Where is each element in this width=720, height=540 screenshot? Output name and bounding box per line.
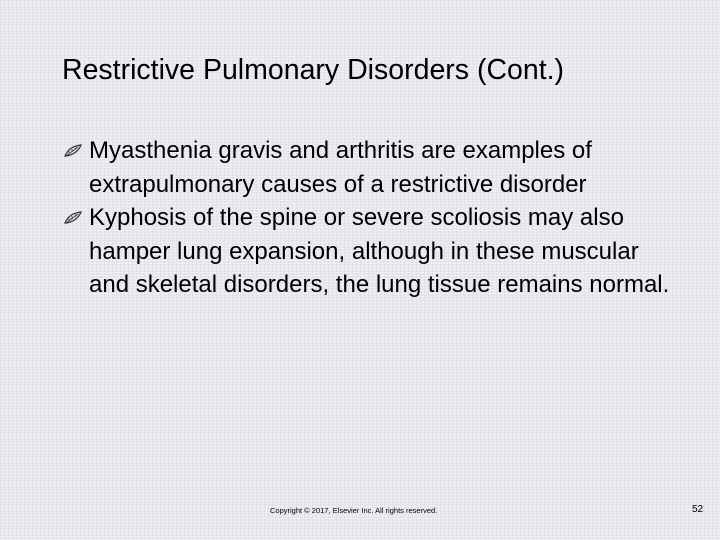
slide-title: Restrictive Pulmonary Disorders (Cont.) — [62, 54, 565, 86]
bullet-item — [63, 134, 683, 201]
bullet-text: Kyphosis of the spine or severe scoliosis may also hamper lung expansion, although in these muscular and skeletal disorders, the lung tissue remains normal. — [89, 204, 670, 298]
copyright-notice: Copyright © 2017, Elsevier Inc. All rights reserved. — [270, 506, 438, 515]
leaf-bullet-icon — [63, 210, 83, 226]
bullet-item — [63, 201, 683, 302]
bullet-text: Myasthenia gravis and arthritis are examples of extrapulmonary causes of a restrictive disorder — [89, 137, 592, 198]
bullet-list — [63, 134, 683, 302]
page-number: 52 — [692, 504, 704, 515]
leaf-bullet-icon — [63, 143, 83, 159]
